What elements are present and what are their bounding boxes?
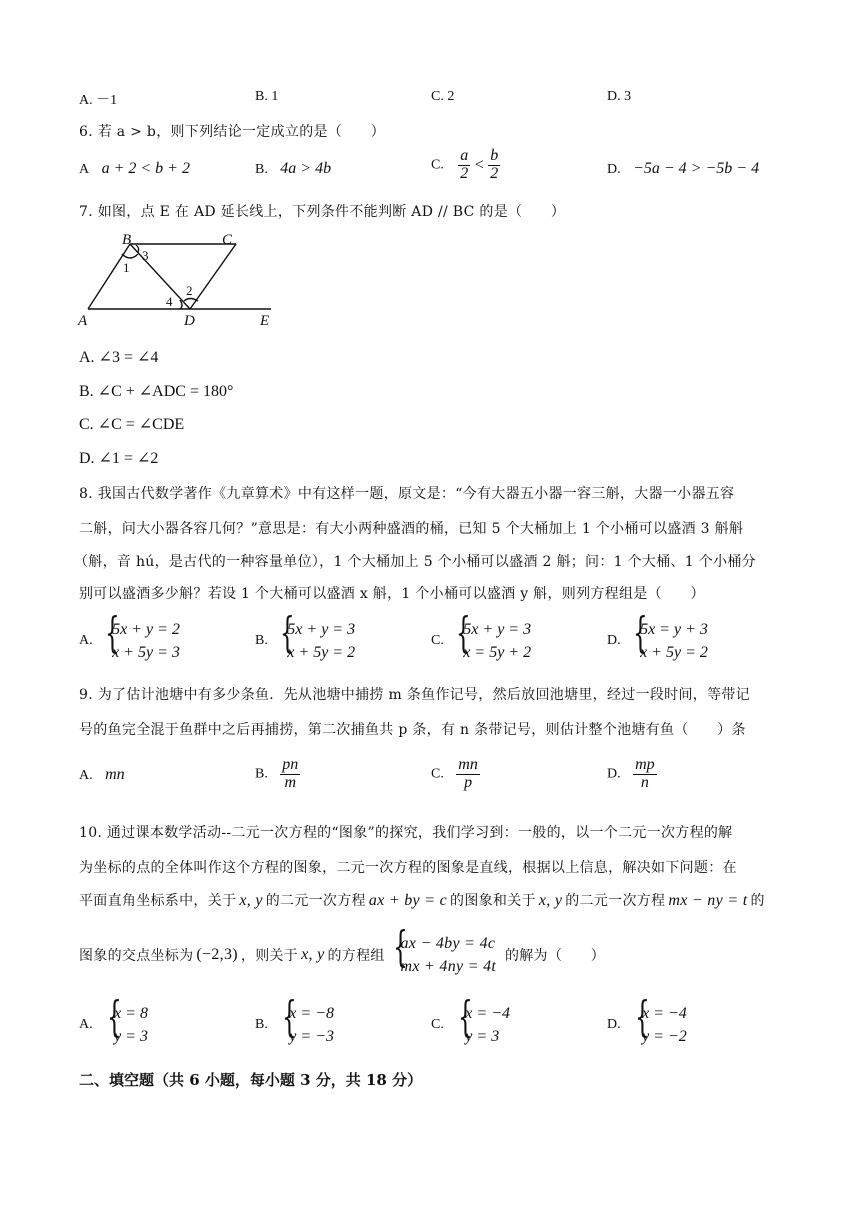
q8-option-d: D. { 5x = y + 3 x + 5y = 2 <box>607 618 708 664</box>
segment-bd <box>130 244 190 309</box>
q5-option-b: B. 1 <box>255 89 279 104</box>
q5-option-d: D. 3 <box>607 89 632 104</box>
q8-option-a: A. { 5x + y = 2 x + 5y = 3 <box>79 618 180 664</box>
q8-line-2: 二斛，问大小器各容几何？”意思是：有大小两种盛酒的桶，已知 5 个大桶加上 1 个小桶可以盛酒 3 斛斛 <box>79 521 744 537</box>
q6-option-d: D. −5a − 4 > −5b − 4 <box>607 160 760 177</box>
angle-arc-4 <box>180 300 182 309</box>
q7-option-d: D. ∠1 = ∠2 <box>79 450 159 467</box>
q9-option-d: D. $\frac{mp}{n}$ <box>607 756 655 791</box>
q6-option-b: B. 4a > 4b <box>255 160 332 177</box>
angle-label-2: 2 <box>186 283 193 298</box>
q10-option-b: B. { x = −8 y = −3 <box>255 1002 334 1048</box>
q9-option-b: B. $\frac{pn}{m}$ <box>255 756 299 791</box>
q7-option-b: B. ∠C + ∠ADC = 180° <box>79 383 234 400</box>
label-a: A <box>78 313 88 329</box>
segment-cd <box>190 244 236 309</box>
q8-line-4: 别可以盛酒多少斛？若设 1 个大桶可以盛酒 x 斛，1 个小桶可以盛酒 y 斛，则列方程组是（ ） <box>79 586 705 602</box>
q7-stem: 7. 如图，点 E 在 AD 延长线上，下列条件不能判断 AD // BC 的是（ ） <box>79 204 566 220</box>
angle-label-3: 3 <box>142 248 149 263</box>
label-d: D <box>184 313 195 329</box>
label-b: B <box>122 232 132 248</box>
q9-option-c: C. $\frac{mn}{p}$ <box>431 756 478 791</box>
q7-option-c: C. ∠C = ∠CDE <box>79 416 185 433</box>
q9-option-a: A. mn <box>79 766 125 783</box>
q8-option-b: B. { 5x + y = 3 x + 5y = 2 <box>255 618 355 664</box>
label-c: C <box>222 232 233 248</box>
q8-line-1: 8. 我国古代数学著作《九章算术》中有这样一题，原文是：“今有大器五小器一容三斛，大器一小器五容 <box>79 486 735 502</box>
q6-stem: 6. 若 a > b，则下列结论一定成立的是（ ） <box>79 124 385 140</box>
q8-option-c: C. { 5x + y = 3 x = 5y + 2 <box>431 618 531 664</box>
angle-label-4: 4 <box>166 294 173 309</box>
q5-option-a: A. －1 <box>79 93 118 108</box>
q10-option-c: C. { x = −4 y = 3 <box>431 1002 510 1048</box>
segment-ab <box>88 244 130 309</box>
angle-label-1: 1 <box>123 260 130 275</box>
q10-line-2: 为坐标的点的全体叫作这个方程的图象，二元一次方程的图象是直线，根据以上信息，解决如下问题：在 <box>79 860 737 876</box>
q6-option-c: C. $\frac{a}{2}$ < $\frac{b}{2}$ <box>431 147 499 182</box>
q7-geometry-figure <box>76 232 276 332</box>
angle-arc-1 <box>122 254 138 258</box>
q10-line-4: 图象的交点坐标为 (−2,3) ，则关于 x, y 的方程组 { ax − 4by = 4c mx + 4ny = 4t 的解为（ ） <box>79 932 605 978</box>
q8-line-3: （斛，音 hú，是古代的一种容量单位），1 个大桶加上 5 个小桶可以盛酒 2 斛；问：1 个大桶、1 个小桶分 <box>74 554 756 570</box>
q10-option-a: A. { x = 8 y = 3 <box>79 1002 148 1048</box>
q6-option-a: A a + 2 < b + 2 <box>79 160 190 177</box>
q7-option-a: A. ∠3 = ∠4 <box>79 349 159 366</box>
q10-line-3: 平面直角坐标系中，关于 x, y 的二元一次方程 ax + by = c 的图象和关于 x, y 的二元一次方程 mx − ny = t 的 <box>79 892 765 909</box>
q10-line-1: 10. 通过课本数学活动--二元一次方程的“图象”的探究，我们学习到：一般的，以一个二元一次方程的解 <box>79 825 733 841</box>
section-heading-fill-in: 二、填空题（共 6 小题，每小题 3 分，共 18 分） <box>79 1071 423 1089</box>
q9-line-1: 9. 为了估计池塘中有多少条鱼．先从池塘中捕捞 m 条鱼作记号，然后放回池塘里，经过一段时间，等带记 <box>79 687 750 703</box>
q10-option-d: D. { x = −4 y = −2 <box>607 1002 687 1048</box>
q9-line-2: 号的鱼完全混于鱼群中之后再捕捞，第二次捕鱼共 p 条，有 n 条带记号，则估计整个池塘有鱼（ ）条 <box>79 722 746 738</box>
q5-option-c: C. 2 <box>431 89 455 104</box>
label-e: E <box>260 313 270 329</box>
